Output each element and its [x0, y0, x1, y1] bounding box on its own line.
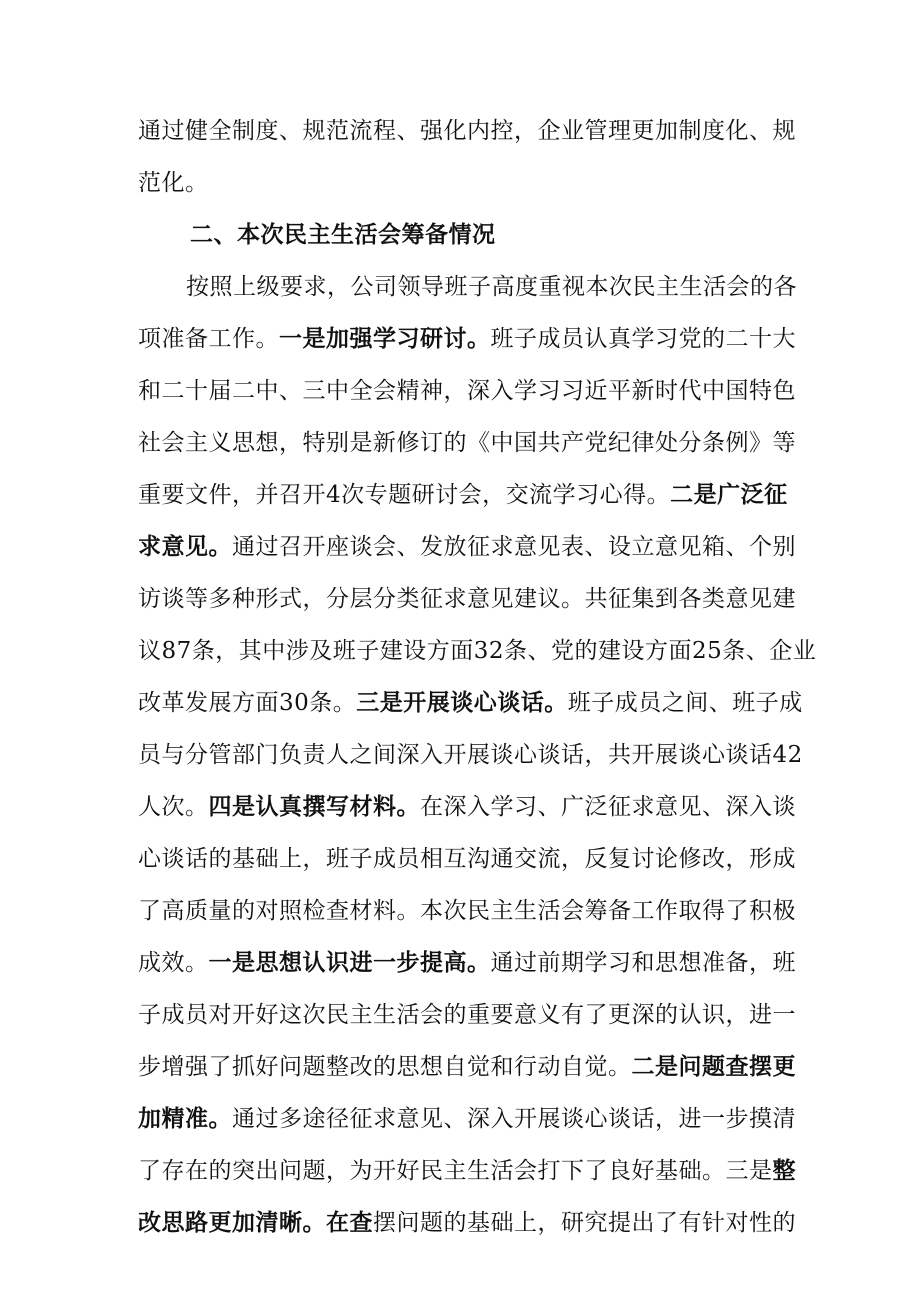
bold-text-run: 四是认真撰写材料。 [208, 794, 420, 820]
bold-text-run: 整 [772, 1158, 796, 1184]
text-run: 摆问题的基础上，研究提出了有针对性的 [373, 1210, 796, 1236]
text-run: 按照上级要求，公司领导班子高度重视本次民主生活会的各 [186, 274, 797, 300]
text-run: 在深入学习、广泛征求意见、深入谈 [420, 794, 796, 820]
text-run: 社会主义思想，特别是新修订的《中国共产党纪律处分条例》等 [138, 430, 796, 456]
body-line: 通过健全制度、规范流程、强化内控，企业管理更加制度化、规 [138, 118, 796, 144]
document-page [138, 105, 817, 1249]
body-line [138, 261, 797, 313]
body-line [138, 365, 796, 417]
text-run: 员与分管部门负责人之间深入开展谈心谈话，共开展谈心谈话42 [138, 742, 803, 768]
body-line [138, 1145, 796, 1197]
text-run: 重要文件，并召开4次专题研讨会，交流学习心得。 [138, 482, 671, 508]
text-run: 通过召开座谈会、发放征求意见表、设立意见箱、个别 [232, 534, 796, 560]
text-run: 改革发展方面30条。 [138, 690, 357, 716]
text-run: 班子成员之间、班子成 [567, 690, 803, 716]
text-run: 项准备工作。 [138, 326, 279, 352]
body-line [138, 729, 803, 781]
body-line [138, 833, 796, 885]
body-line [138, 1197, 796, 1249]
bold-text-run: 加精准。 [138, 1106, 232, 1132]
text-run: 通过多途径征求意见、深入开展谈心谈话，进一步摸清 [232, 1106, 796, 1132]
bold-text-run: 求意见。 [138, 534, 232, 560]
bold-text-run: 二是广泛征 [670, 482, 788, 508]
text-run: 心谈话的基础上，班子成员相互沟通交流，反复讨论修改，形成 [138, 846, 796, 872]
text-run: 了高质量的对照检查材料。本次民主生活会筹备工作取得了积极 [138, 898, 796, 924]
section-heading: 二、本次民主生活会筹备情况 [190, 222, 496, 248]
body-line [138, 469, 786, 521]
body-line [138, 885, 796, 937]
body-line [138, 313, 796, 365]
body-line [138, 417, 796, 469]
bold-text-run: 二是问题查摆更 [631, 1054, 796, 1080]
body-line [138, 677, 803, 729]
body-line [138, 1093, 796, 1145]
text-run: 成效。 [138, 950, 209, 976]
body-line [138, 989, 796, 1041]
text-run: 步增强了抓好问题整改的思想自觉和行动自觉。 [138, 1054, 632, 1080]
bold-text-run: 一是思想认识进一步提高。 [208, 950, 491, 976]
text-run: 子成员对开好这次民主生活会的重要意义有了更深的认识，进一 [138, 1002, 796, 1028]
text-run: 通过前期学习和思想准备，班 [490, 950, 796, 976]
body-line [138, 1041, 796, 1093]
text-run: 议87条，其中涉及班子建设方面32条、党的建设方面25条、企业 [138, 638, 817, 664]
body-line [138, 573, 796, 625]
body-line [138, 625, 817, 677]
body-line: 范化。 [138, 170, 209, 196]
body-paragraph [138, 261, 817, 1249]
bold-text-run: 三是开展谈心谈话。 [356, 690, 568, 716]
text-run: 访谈等多种形式，分层分类征求意见建议。共征集到各类意见建 [138, 586, 796, 612]
body-line [138, 521, 796, 573]
text-run: 班子成员认真学习党的二十大 [490, 326, 796, 352]
text-run: 人次。 [138, 794, 209, 820]
text-run: 和二十届二中、三中全会精神，深入学习习近平新时代中国特色 [138, 378, 796, 404]
bold-text-run: 一是加强学习研讨。 [279, 326, 491, 352]
bold-text-run: 改思路更加清晰。在查 [138, 1210, 373, 1236]
body-line [138, 781, 796, 833]
body-line [138, 937, 796, 989]
text-run: 了存在的突出问题，为开好民主生活会打下了良好基础。三是 [138, 1158, 773, 1184]
